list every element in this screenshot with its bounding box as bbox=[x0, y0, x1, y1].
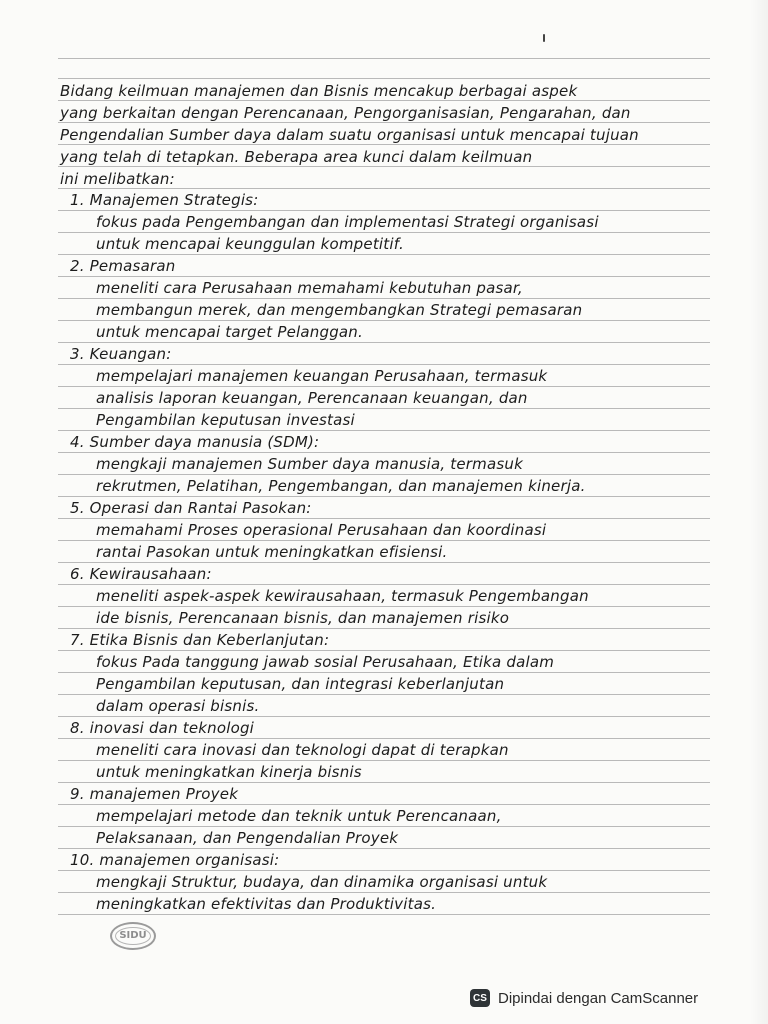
text-line-item: untuk mencapai target Pelanggan. bbox=[96, 323, 363, 341]
rule-line bbox=[58, 430, 710, 431]
pen-mark bbox=[543, 34, 545, 42]
text-line-item: rekrutmen, Pelatihan, Pengembangan, dan manajemen kinerja. bbox=[96, 477, 586, 495]
heading-kewirausahaan: 6. Kewirausahaan: bbox=[70, 565, 212, 583]
text-line-item: mengkaji Struktur, budaya, dan dinamika organisasi untuk bbox=[96, 873, 548, 891]
rule-line bbox=[58, 804, 710, 805]
rule-line bbox=[58, 452, 710, 453]
text-line-item: dalam operasi bisnis. bbox=[96, 697, 260, 715]
rule-line bbox=[58, 78, 710, 79]
rule-line bbox=[58, 166, 710, 167]
text-line-item: meneliti cara Perusahaan memahami kebutuhan pasar, bbox=[96, 279, 523, 297]
rule-line bbox=[58, 914, 710, 915]
rule-line bbox=[58, 210, 710, 211]
text-line-item: meneliti aspek-aspek kewirausahaan, termasuk Pengembangan bbox=[96, 587, 589, 605]
text-line-item: untuk meningkatkan kinerja bisnis bbox=[96, 763, 362, 781]
text-line-intro: yang berkaitan dengan Perencanaan, Pengorganisasian, Pengarahan, dan bbox=[60, 104, 631, 122]
rule-line bbox=[58, 122, 710, 123]
text-line-item: meningkatkan efektivitas dan Produktivitas. bbox=[96, 895, 437, 913]
rule-line bbox=[58, 650, 710, 651]
rule-line bbox=[58, 518, 710, 519]
text-line-item: Pengambilan keputusan investasi bbox=[96, 411, 355, 429]
text-line-item: rantai Pasokan untuk meningkatkan efisiensi. bbox=[96, 543, 448, 561]
rule-line bbox=[58, 364, 710, 365]
rule-line bbox=[58, 232, 710, 233]
rule-line bbox=[58, 276, 710, 277]
heading-manajemen-proyek: 9. manajemen Proyek bbox=[70, 785, 239, 803]
rule-line bbox=[58, 562, 710, 563]
rule-line bbox=[58, 320, 710, 321]
rule-line bbox=[58, 298, 710, 299]
paper-brand-seal bbox=[110, 922, 156, 950]
text-line-item: memahami Proses operasional Perusahaan dan koordinasi bbox=[96, 521, 547, 539]
text-line-item: membangun merek, dan mengembangkan Strategi pemasaran bbox=[96, 301, 583, 319]
text-line-item: untuk mencapai keunggulan kompetitif. bbox=[96, 235, 404, 253]
rule-line bbox=[58, 716, 710, 717]
heading-manajemen-strategis: 1. Manajemen Strategis: bbox=[70, 191, 259, 209]
text-line-item: meneliti cara inovasi dan teknologi dapat di terapkan bbox=[96, 741, 509, 759]
text-line-item: mengkaji manajemen Sumber daya manusia, termasuk bbox=[96, 455, 523, 473]
text-line-item: Pengambilan keputusan, dan integrasi keberlanjutan bbox=[96, 675, 505, 693]
heading-pemasaran: 2. Pemasaran bbox=[70, 257, 176, 275]
rule-line bbox=[58, 782, 710, 783]
rule-line bbox=[58, 628, 710, 629]
rule-line bbox=[58, 892, 710, 893]
heading-keuangan: 3. Keuangan: bbox=[70, 345, 172, 363]
heading-etika-bisnis: 7. Etika Bisnis dan Keberlanjutan: bbox=[70, 631, 330, 649]
text-line-item: Pelaksanaan, dan Pengendalian Proyek bbox=[96, 829, 399, 847]
rule-line bbox=[58, 848, 710, 849]
text-line-intro: Bidang keilmuan manajemen dan Bisnis mencakup berbagai aspek bbox=[60, 82, 578, 100]
rule-line bbox=[58, 540, 710, 541]
rule-line bbox=[58, 188, 710, 189]
text-line-intro: ini melibatkan: bbox=[60, 170, 175, 188]
text-line-item: fokus Pada tanggung jawab sosial Perusahaan, Etika dalam bbox=[96, 653, 555, 671]
heading-manajemen-organisasi: 10. manajemen organisasi: bbox=[70, 851, 280, 869]
text-line-item: mempelajari metode dan teknik untuk Perencanaan, bbox=[96, 807, 502, 825]
text-line-intro: Pengendalian Sumber daya dalam suatu organisasi untuk mencapai tujuan bbox=[60, 126, 639, 144]
rule-line bbox=[58, 760, 710, 761]
text-line-item: ide bisnis, Perencanaan bisnis, dan manajemen risiko bbox=[96, 609, 510, 627]
rule-line bbox=[58, 672, 710, 673]
rule-line bbox=[58, 826, 710, 827]
rule-line bbox=[58, 408, 710, 409]
rule-line bbox=[58, 584, 710, 585]
heading-inovasi: 8. inovasi dan teknologi bbox=[70, 719, 255, 737]
camscanner-logo-icon: CS bbox=[470, 989, 490, 1007]
rule-line bbox=[58, 100, 710, 101]
rule-line bbox=[58, 738, 710, 739]
text-line-item: analisis laporan keuangan, Perencanaan keuangan, dan bbox=[96, 389, 528, 407]
watermark-text: Dipindai dengan CamScanner bbox=[498, 989, 699, 1007]
text-line-item: fokus pada Pengembangan dan implementasi Strategi organisasi bbox=[96, 213, 599, 231]
rule-line bbox=[58, 58, 710, 59]
heading-sdm: 4. Sumber daya manusia (SDM): bbox=[70, 433, 320, 451]
rule-line bbox=[58, 606, 710, 607]
rule-line bbox=[58, 694, 710, 695]
seal-text: SIDU bbox=[119, 930, 147, 941]
rule-line bbox=[58, 342, 710, 343]
rule-line bbox=[58, 144, 710, 145]
rule-line bbox=[58, 496, 710, 497]
text-line-item: mempelajari manajemen keuangan Perusahaan, termasuk bbox=[96, 367, 548, 385]
camscanner-watermark bbox=[470, 983, 762, 1013]
rule-line bbox=[58, 254, 710, 255]
text-line-intro: yang telah di tetapkan. Beberapa area kunci dalam keilmuan bbox=[60, 148, 533, 166]
heading-operasi: 5. Operasi dan Rantai Pasokan: bbox=[70, 499, 312, 517]
rule-line bbox=[58, 870, 710, 871]
rule-line bbox=[58, 386, 710, 387]
rule-line bbox=[58, 474, 710, 475]
